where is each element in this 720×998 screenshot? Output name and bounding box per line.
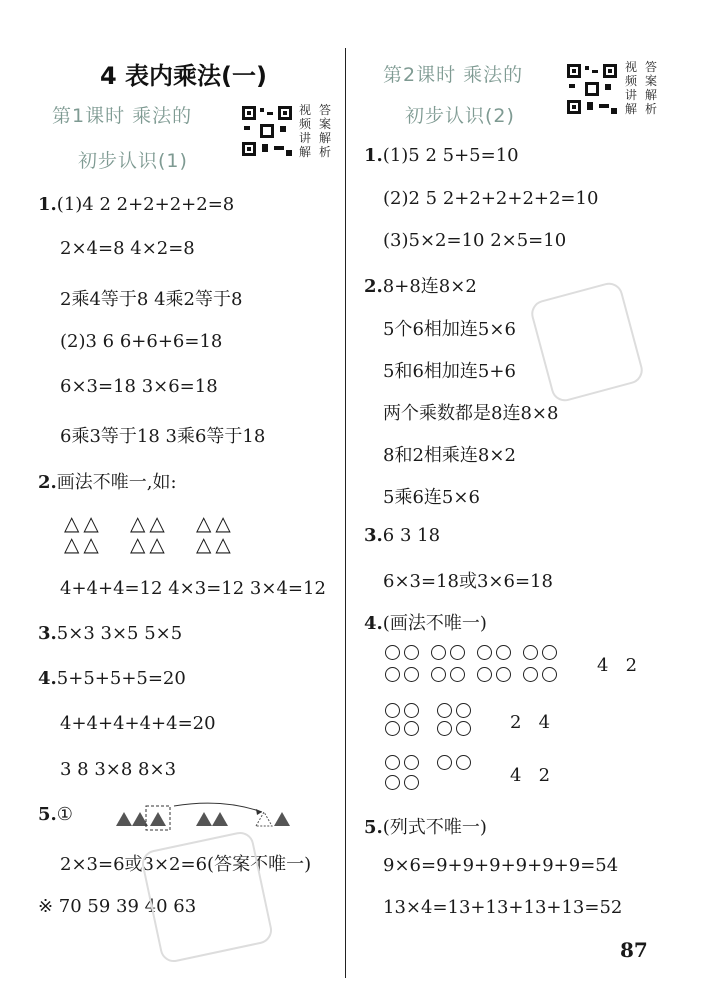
answer-line: 5和6相加连5+6 (383, 361, 516, 382)
answer-line: 2.8+8连8×2 (364, 276, 477, 297)
answer-line: 2.画法不唯一,如: (38, 472, 177, 493)
qr-label-answer: 答案解析 (318, 103, 331, 159)
triangle-group: △△ (64, 532, 103, 556)
circle-group-row (383, 667, 559, 686)
triangle-group: △△ (196, 511, 235, 535)
triangle-group: △△ (130, 511, 169, 535)
qr-label-answer: 答案解析 (644, 60, 657, 116)
answer-line: 4.(画法不唯一) (364, 613, 487, 634)
qr-label-video: 视频讲解 (298, 103, 311, 159)
circle-row-label: 4 2 (510, 765, 551, 786)
watermark-stamp (139, 829, 274, 964)
answer-line: 2乘4等于8 4乘2等于8 (60, 289, 243, 310)
answer-line: 4.5+5+5+5=20 (38, 668, 186, 689)
answer-line: 3 8 3×8 8×3 (60, 759, 177, 780)
circle-group-row (383, 755, 473, 774)
circle-group-row (383, 703, 473, 722)
lesson-title-1: 第1课时 乘法的 (52, 105, 193, 127)
lesson-title-1: 第2课时 乘法的 (383, 64, 524, 86)
triangle-group: △△ (64, 511, 103, 535)
answer-line: 6×3=18或3×6=18 (383, 571, 553, 592)
circle-group-row (383, 721, 473, 740)
answer-line: 5乘6连5×6 (383, 487, 480, 508)
lesson-title-2: 初步认识(1) (78, 150, 188, 172)
answer-line: 4+4+4+4+4=20 (60, 713, 216, 734)
answer-line: (2)2 5 2+2+2+2+2=10 (383, 188, 599, 209)
answer-line: 4+4+4=12 4×3=12 3×4=12 (60, 578, 326, 599)
answer-line: 2×3=6或3×2=6(答案不唯一) (60, 854, 312, 875)
answer-line: 9×6=9+9+9+9+9+9=54 (383, 855, 619, 876)
answer-line: ※ 70 59 39 40 63 (38, 896, 197, 917)
answer-line: 5.(列式不唯一) (364, 817, 487, 838)
qr-label-video: 视频讲解 (624, 60, 637, 116)
triangle-group: △△ (130, 532, 169, 556)
watermark-stamp (528, 280, 646, 405)
answer-line: 13×4=13+13+13+13=52 (383, 897, 623, 918)
circle-group-row (383, 645, 559, 664)
triangle-sequence-figure (112, 800, 302, 832)
answer-line: (3)5×2=10 2×5=10 (383, 230, 567, 251)
circle-row-label: 4 2 (597, 655, 638, 676)
qr-code-icon[interactable] (242, 106, 292, 156)
page-number: 87 (620, 938, 648, 962)
answer-line: 3.5×3 3×5 5×5 (38, 623, 183, 644)
answer-line: 6×3=18 3×6=18 (60, 376, 218, 397)
answer-line: 5.① (38, 804, 73, 825)
column-divider (345, 48, 346, 978)
circle-row-label: 2 4 (510, 712, 551, 733)
circle-group-row (383, 775, 421, 794)
answer-line: 3.6 3 18 (364, 525, 441, 546)
answer-line: (2)3 6 6+6+6=18 (60, 331, 223, 352)
lesson-title-2: 初步认识(2) (405, 105, 515, 127)
triangle-group: △△ (196, 532, 235, 556)
answer-line: 1.(1)5 2 5+5=10 (364, 145, 519, 166)
answer-line: 6乘3等于18 3乘6等于18 (60, 426, 266, 447)
answer-line: 5个6相加连5×6 (383, 319, 516, 340)
answer-line: 两个乘数都是8连8×8 (383, 403, 559, 424)
answer-line: 1.(1)4 2 2+2+2+2=8 (38, 194, 235, 215)
chapter-title: 4 表内乘法(一) (100, 62, 267, 90)
answer-line: 2×4=8 4×2=8 (60, 238, 195, 259)
qr-code-icon[interactable] (567, 64, 617, 114)
answer-line: 8和2相乘连8×2 (383, 445, 516, 466)
